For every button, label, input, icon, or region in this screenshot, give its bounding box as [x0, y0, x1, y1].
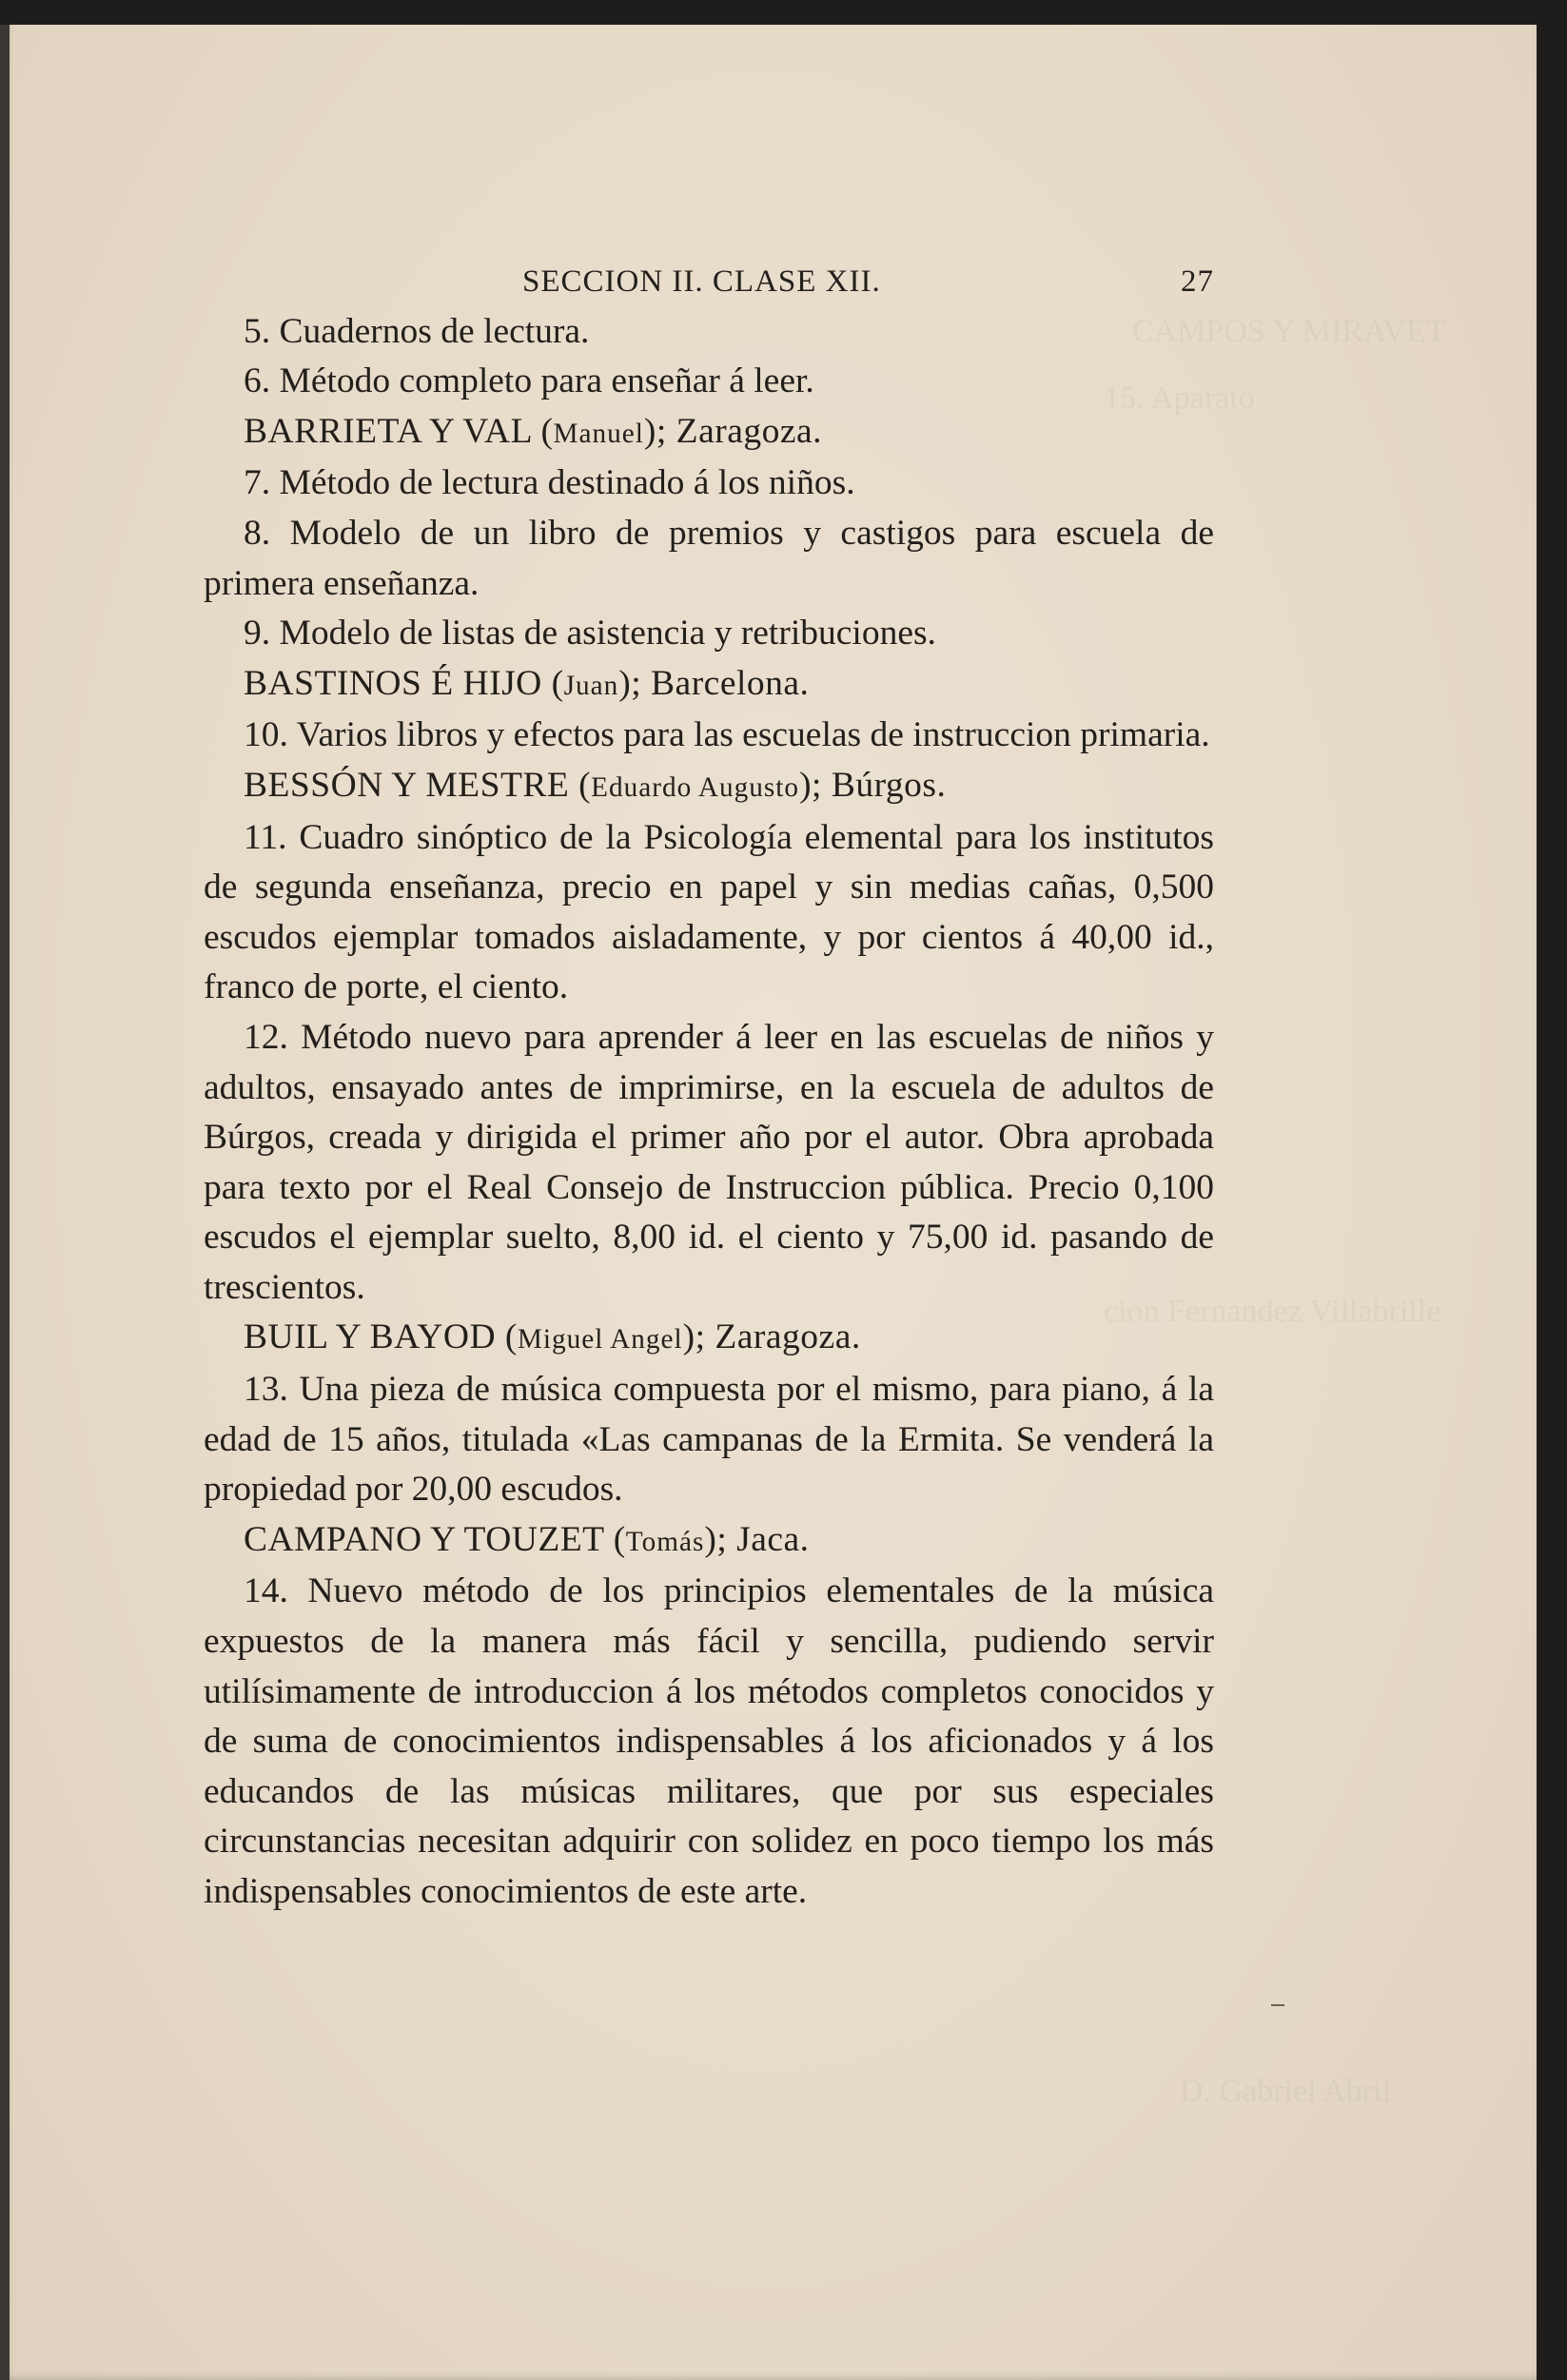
bleed-through-text: CAMPOS Y MIRAVET [1132, 314, 1446, 349]
exhibitor-given-name: Tomás [625, 1526, 705, 1557]
catalog-item: 11. Cuadro sinóptico de la Psicología elemental para los institutos de segunda enseñanza, precio en papel y sin medias cañas, 0,500 escudos ejemplar tomados aisladamente, y por cientos á 40,00 id., franco de porte, el ciento. [204, 817, 1214, 1007]
scan-edge-top [0, 0, 1567, 25]
catalog-item: 7. Método de lectura destinado á los niños. [244, 463, 855, 503]
bleed-through-text: D. Gabriel Abril [1180, 2074, 1391, 2109]
running-header [204, 257, 1214, 307]
catalog-item: 14. Nuevo método de los principios elementales de la música expuestos de la manera más fácil y sencilla, pudiendo servir utilísimamente de introduccion á los métodos completos conocidos y de suma de conocimientos indispensables á los aficionados y á los educandos de las músicas militares, que por sus especiales circunstancias necesitan adquirir con solidez en poco tiempo los más indispensables conocimientos de este arte. [204, 1571, 1214, 1911]
exhibitor-heading [204, 1515, 1214, 1568]
exhibitor-surname: BARRIETA Y VAL ( [244, 411, 554, 451]
exhibitor-location: ); Zaragoza. [682, 1317, 861, 1357]
exhibitor-given-name: Juan [563, 670, 619, 701]
exhibitor-given-name: Manuel [553, 418, 644, 449]
bleed-through-text: cion Fernandez Villabrille [1104, 1294, 1441, 1329]
exhibitor-heading [204, 1313, 1214, 1365]
catalog-item: 10. Varios libros y efectos para las escuelas de instruccion primaria. [244, 715, 1210, 755]
exhibitor-given-name: Miguel Angel [517, 1324, 683, 1356]
exhibitor-location: ); Barcelona. [618, 663, 810, 703]
catalog-item: 13. Una pieza de música compuesta por el mismo, para piano, á la edad de 15 años, titulada «Las campanas de la Ermita. Se venderá la propiedad por 20,00 escudos. [204, 1370, 1214, 1510]
section-title: SECCION II. CLASE XII. [522, 264, 881, 299]
exhibitor-given-name: Eduardo Augusto [591, 771, 800, 803]
exhibitor-heading [204, 659, 1214, 712]
catalog-item: 5. Cuadernos de lectura. [244, 311, 590, 351]
exhibitor-surname: BUIL Y BAYOD ( [244, 1317, 518, 1357]
page-number: 27 [1181, 264, 1214, 299]
exhibitor-location: ); Jaca. [704, 1519, 810, 1559]
exhibitor-heading [204, 761, 1214, 813]
exhibitor-surname: BASTINOS É HIJO ( [244, 663, 564, 703]
bleed-through-text: 15. Aparato [1104, 380, 1255, 416]
catalog-item: 9. Modelo de listas de asistencia y retribuciones. [244, 614, 936, 654]
exhibitor-heading [204, 407, 1214, 459]
exhibitor-surname: BESSÓN Y MESTRE ( [244, 765, 592, 805]
exhibitor-location: ); Búrgos. [799, 765, 947, 805]
exhibitor-location: ); Zaragoza. [643, 411, 823, 451]
catalog-item: 6. Método completo para enseñar á leer. [244, 361, 814, 401]
exhibitor-surname: CAMPANO Y TOUZET ( [244, 1519, 626, 1559]
margin-mark [1271, 2004, 1284, 2006]
scan-edge-left [0, 0, 10, 2380]
catalog-item: 12. Método nuevo para aprender á leer en las escuelas de niños y adultos, ensayado antes de imprimirse, en la escuela de adultos de Búrgos, creada y dirigida el primer año por el autor. Obra aprobada para texto por el Real Consejo de Instruccion pública. Precio 0,100 escudos el ejemplar suelto, 8,00 id. el ciento y 75,00 id. pasando de trescientos. [204, 1017, 1214, 1307]
catalog-item: 8. Modelo de un libro de premios y castigos para escuela de primera enseñanza. [204, 513, 1214, 603]
scan-edge-right [1537, 0, 1567, 2380]
page-text [204, 257, 1214, 1918]
